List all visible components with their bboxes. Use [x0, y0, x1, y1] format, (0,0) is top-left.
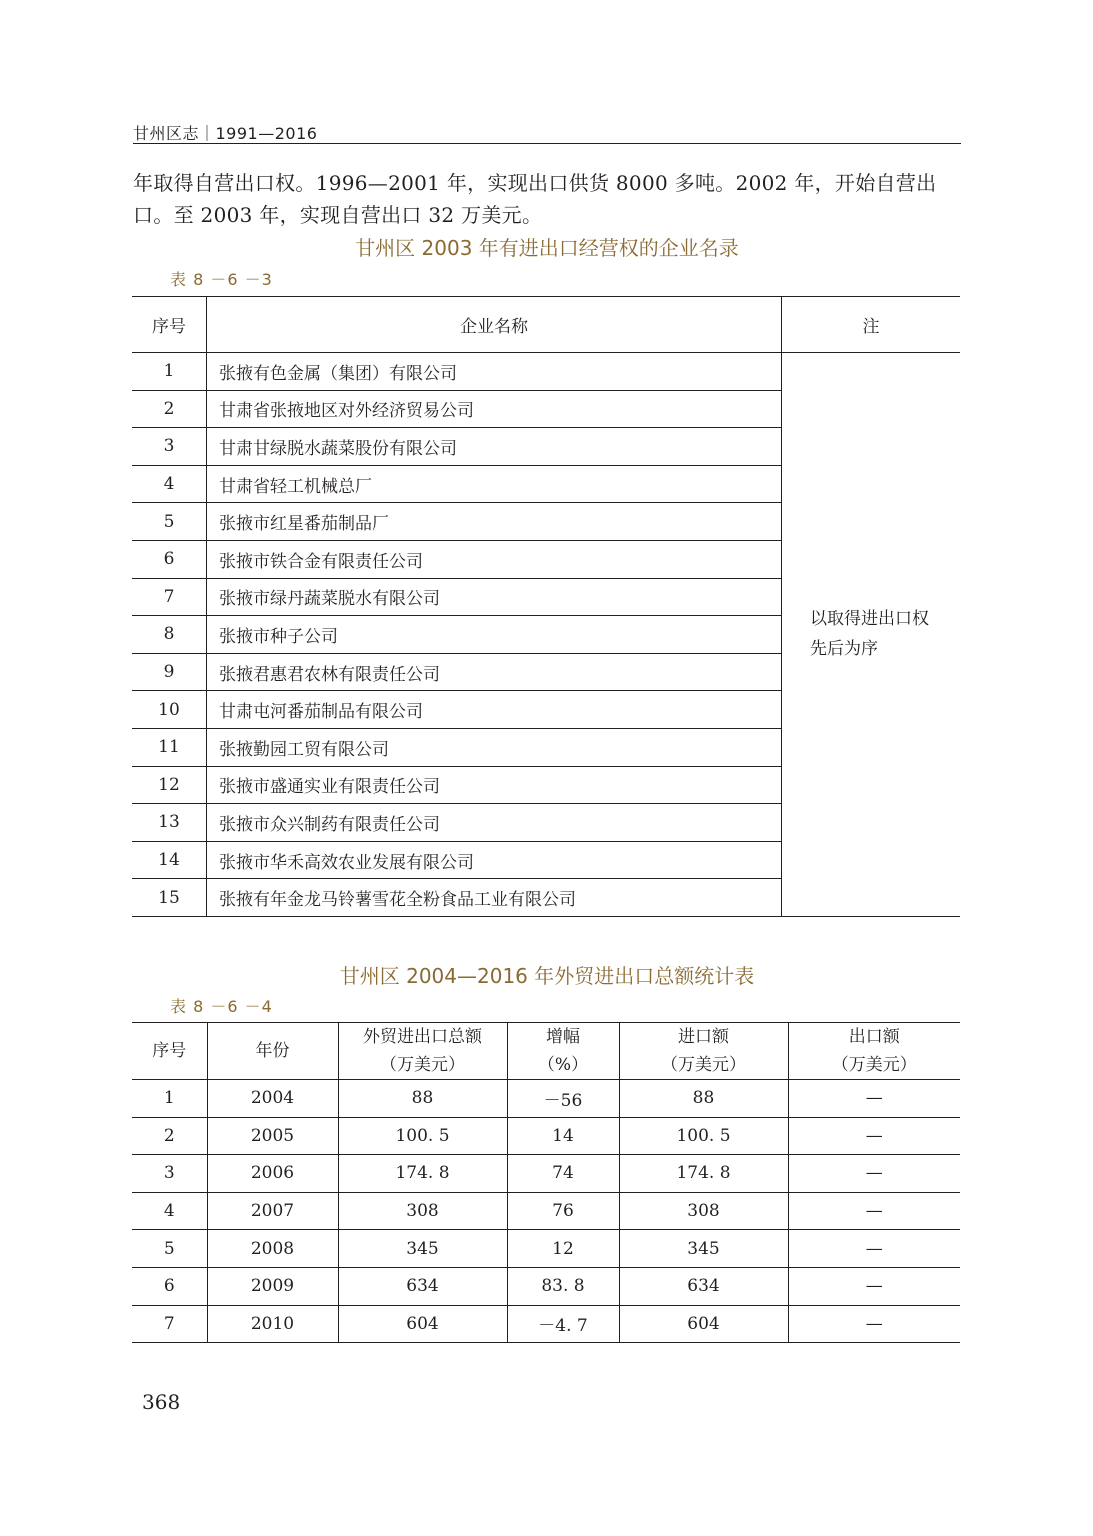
table2-growth: 76 — [507, 1192, 619, 1230]
table1-seq: 14 — [132, 841, 207, 879]
paragraph-line-1: 年取得自营出口权。1996—2001 年，实现出口供货 8000 多吨。2002 年，开始自营出 — [133, 171, 937, 195]
table2-year: 2005 — [207, 1117, 338, 1155]
table2-export: — — [788, 1155, 960, 1193]
table2-caption: 甘州区 2004—2016 年外贸进出口总额统计表 — [339, 964, 755, 988]
table2-seq: 5 — [132, 1230, 207, 1268]
table1-seq: 4 — [132, 465, 207, 503]
table1-note-line-1: 以取得进出口权 — [810, 609, 929, 630]
table2-header-total — [338, 1023, 507, 1080]
table1-enterprise: 张掖有年金龙马铃薯雪花全粉食品工业有限公司 — [207, 879, 782, 917]
table1-enterprise: 张掖勤园工贸有限公司 — [207, 728, 782, 766]
table1-note — [782, 353, 961, 917]
table-row — [132, 1192, 960, 1230]
table1-enterprise: 张掖市盛通实业有限责任公司 — [207, 766, 782, 804]
table-row — [132, 1305, 960, 1343]
table2-seq: 1 — [132, 1080, 207, 1118]
table2-total: 634 — [338, 1267, 507, 1305]
table1-enterprise: 张掖市种子公司 — [207, 616, 782, 654]
table2-seq: 7 — [132, 1305, 207, 1343]
table2-export: — — [788, 1192, 960, 1230]
body-paragraph — [133, 167, 963, 231]
table1-enterprise: 甘肃省张掖地区对外经济贸易公司 — [207, 390, 782, 428]
table2-header-growth-line2: （%） — [537, 1055, 589, 1075]
table2-export: — — [788, 1230, 960, 1268]
table1-header-name: 企业名称 — [207, 297, 782, 353]
table1-seq: 7 — [132, 578, 207, 616]
table2-import: 604 — [619, 1305, 788, 1343]
table1-enterprise: 张掖市华禾高效农业发展有限公司 — [207, 841, 782, 879]
table2-export: — — [788, 1080, 960, 1118]
running-header: 甘州区志｜1991—2016 — [133, 124, 318, 143]
table1-enterprise: 张掖君惠君农林有限责任公司 — [207, 653, 782, 691]
table2-header-import-line1: 进口额 — [678, 1027, 729, 1047]
table2-import: 308 — [619, 1192, 788, 1230]
table2-header-import — [619, 1023, 788, 1080]
table1-seq: 5 — [132, 503, 207, 541]
table2-header-year: 年份 — [207, 1023, 338, 1080]
table1-enterprise: 张掖市绿丹蔬菜脱水有限公司 — [207, 578, 782, 616]
table-row — [132, 1117, 960, 1155]
table2-total: 88 — [338, 1080, 507, 1118]
header-rule — [133, 143, 961, 144]
table2-year: 2006 — [207, 1155, 338, 1193]
table2-header-growth-line1: 增幅 — [546, 1027, 580, 1047]
table2-seq: 6 — [132, 1267, 207, 1305]
table2-growth: 14 — [507, 1117, 619, 1155]
table2-export: — — [788, 1305, 960, 1343]
table2-header-row — [132, 1023, 960, 1080]
table2-growth: 83. 8 — [507, 1267, 619, 1305]
table1-seq: 12 — [132, 766, 207, 804]
table1-note-line-2: 先后为序 — [810, 639, 878, 660]
table2-growth: －56 — [507, 1080, 619, 1118]
table1-seq: 3 — [132, 428, 207, 466]
page-number: 368 — [142, 1390, 181, 1414]
table2-total: 174. 8 — [338, 1155, 507, 1193]
table1-enterprise: 甘肃甘绿脱水蔬菜股份有限公司 — [207, 428, 782, 466]
table-row — [132, 1267, 960, 1305]
table2-year: 2010 — [207, 1305, 338, 1343]
table1-enterprise: 甘肃屯河番茄制品有限公司 — [207, 691, 782, 729]
table2-import: 88 — [619, 1080, 788, 1118]
table-row — [132, 1080, 960, 1118]
table2-year: 2009 — [207, 1267, 338, 1305]
table1-seq: 11 — [132, 728, 207, 766]
table1-header-row — [132, 297, 960, 353]
table1-number: 表 8 －6 －3 — [170, 270, 273, 289]
table2-total: 345 — [338, 1230, 507, 1268]
table2-export: — — [788, 1117, 960, 1155]
table2-header-total-line1: 外贸进出口总额 — [363, 1027, 482, 1047]
table1-enterprise: 甘肃省轻工机械总厂 — [207, 465, 782, 503]
table-row — [132, 1230, 960, 1268]
table2-total: 100. 5 — [338, 1117, 507, 1155]
table-row — [132, 353, 960, 391]
paragraph-line-2: 口。至 2003 年，实现自营出口 32 万美元。 — [133, 203, 543, 227]
enterprise-table — [132, 296, 960, 917]
table2-growth: 12 — [507, 1230, 619, 1268]
table2-header-import-line2: （万美元） — [661, 1055, 746, 1075]
table2-year: 2007 — [207, 1192, 338, 1230]
table1-seq: 6 — [132, 540, 207, 578]
table1-seq: 8 — [132, 616, 207, 654]
table2-total: 604 — [338, 1305, 507, 1343]
table2-growth: －4. 7 — [507, 1305, 619, 1343]
table1-header-note: 注 — [782, 297, 961, 353]
table1-header-seq: 序号 — [132, 297, 207, 353]
table1-enterprise: 张掖市铁合金有限责任公司 — [207, 540, 782, 578]
table-row — [132, 1155, 960, 1193]
table2-export: — — [788, 1267, 960, 1305]
table2-seq: 4 — [132, 1192, 207, 1230]
table2-import: 174. 8 — [619, 1155, 788, 1193]
table2-header-seq: 序号 — [132, 1023, 207, 1080]
table1-caption: 甘州区 2003 年有进出口经营权的企业名录 — [355, 236, 739, 260]
table2-import: 100. 5 — [619, 1117, 788, 1155]
table1-seq: 13 — [132, 804, 207, 842]
table2-seq: 3 — [132, 1155, 207, 1193]
table2-total: 308 — [338, 1192, 507, 1230]
table2-header-export-line2: （万美元） — [831, 1055, 917, 1075]
table2-seq: 2 — [132, 1117, 207, 1155]
table1-enterprise: 张掖有色金属（集团）有限公司 — [207, 353, 782, 391]
table1-seq: 15 — [132, 879, 207, 917]
table1-seq: 1 — [132, 353, 207, 391]
table2-year: 2008 — [207, 1230, 338, 1268]
table2-header-export — [788, 1023, 960, 1080]
table2-import: 634 — [619, 1267, 788, 1305]
table2-header-export-line1: 出口额 — [848, 1027, 900, 1047]
table1-enterprise: 张掖市众兴制药有限责任公司 — [207, 804, 782, 842]
trade-table — [132, 1022, 960, 1343]
table2-header-growth — [507, 1023, 619, 1080]
table1-enterprise: 张掖市红星番茄制品厂 — [207, 503, 782, 541]
table1-seq: 2 — [132, 390, 207, 428]
table2-header-total-line2: （万美元） — [380, 1055, 465, 1075]
table2-number: 表 8 －6 －4 — [170, 997, 273, 1016]
table2-growth: 74 — [507, 1155, 619, 1193]
table2-year: 2004 — [207, 1080, 338, 1118]
table2-import: 345 — [619, 1230, 788, 1268]
table1-seq: 9 — [132, 653, 207, 691]
table1-seq: 10 — [132, 691, 207, 729]
